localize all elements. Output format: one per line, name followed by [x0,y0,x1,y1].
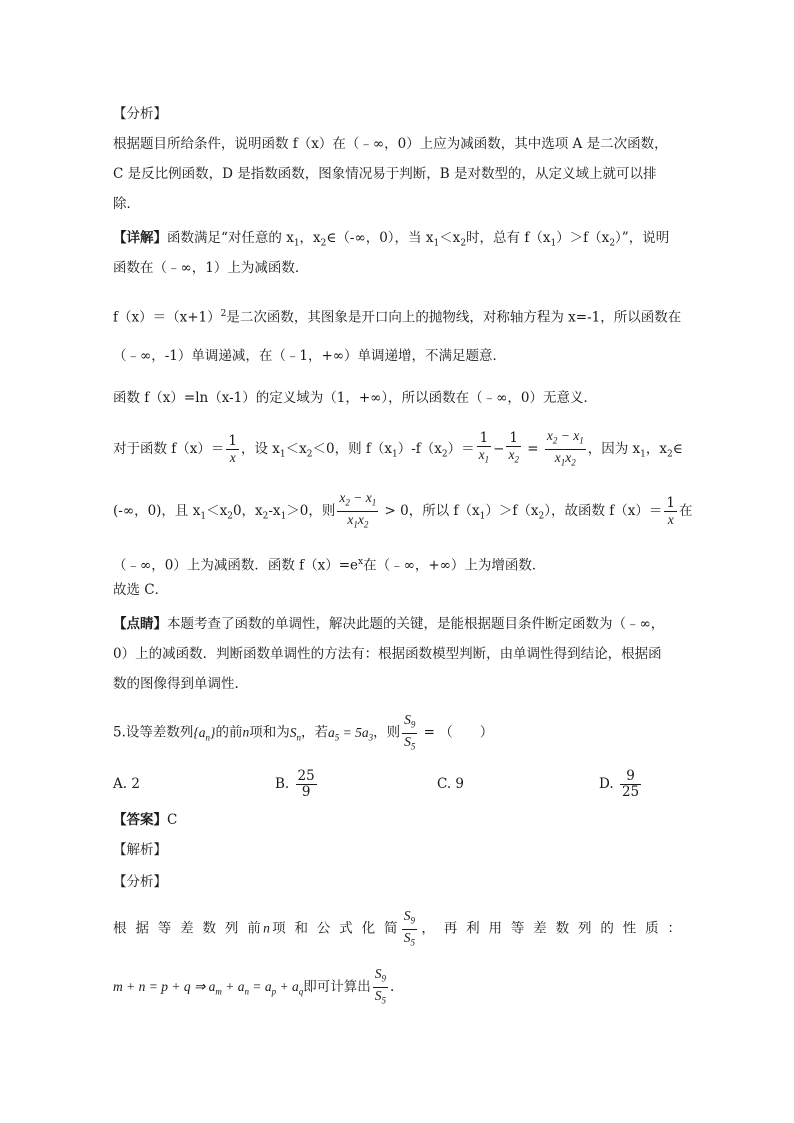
comment-line-1: 【点睛】本题考查了函数的单调性，解决此题的关键，是能根据题目条件断定函数为（﹣∞， [113,616,665,632]
comment-line-2: 0）上的减函数．判断函数单调性的方法有：根据函数模型判断，由单调性得到结论，根据函 [113,646,662,662]
analysis-line-1: 根据题目所给条件，说明函数 f（x）在（﹣∞，0）上应为减函数，其中选项 A 是二次函数， [113,136,668,152]
detail-line-5: 函数 f（x）=ln（x-1）的定义域为（1，+∞），所以函数在（﹣∞，0）无意义． [113,390,597,406]
jiexi-heading: 【解析】 [113,842,167,858]
analysis-heading: 【分析】 [113,106,167,122]
conclusion: 故选 C． [113,582,169,598]
analysis2-heading: 【分析】 [113,874,167,890]
option-a: A. 2 [113,776,140,792]
fraction-diff-over-product: $\frac{x_2 - x_1}{x_1x_2}$ [546,428,584,468]
question-5: 5.设等差数列$\{a_n\}$的前n项和为$S_n$，若$a_5 = 5a_3$，则 $\frac{S_9}{S_5}$ = （ ） [113,712,493,757]
option-b: B. $\frac{25}{9}$ [275,768,315,800]
detail-line-2: 函数在（﹣∞，1）上为减函数． [113,260,309,276]
fraction-1-over-x-2: $\frac{1}{x}$ [666,495,675,527]
detail-line-3: $f(x)=(x+1)^2$是二次函数，其图象是开口向上的抛物线，对称轴方程为 x=-1，所以函数在 [113,309,682,326]
analysis-line-2: C 是反比例函数，D 是指数函数，图象情况易于判断，B 是对数型的，从定义域上就可以排 [113,166,657,182]
fraction-s9-over-s5: $\frac{S_9}{S_5}$ [404,712,416,752]
fraction-1-over-x2: $\frac{1}{x_2}$ [508,430,519,465]
detail-line-1: 【详解】函数满足“对任意的 $x_1$，$x_2\in(-\infty$，0），当 $x_1<x_2$时，总有 $f(x_1)>f(x_2)$”，说明 [113,230,670,249]
detail-line-8: （﹣∞，0）上为减函数．函数 $f(x)=e^x$在（﹣∞，+∞）上为增函数． [113,557,546,574]
detail-line-6: 对于函数 f（x）＝ $\frac{1}{x}$ ，设 $x_1<x_2<0$，则 $f(x_1)-f(x_2)=$ $\frac{1}{x_1}$ − $\frac{1}{x_2}$ = $\frac{x_2 - x_1}{x_1x_2}$ ，因为 $x_1$，$x_2\in$ [113,428,683,476]
option-d: D. $\frac{9}{25}$ [599,768,640,800]
detail-tag: 【详解】 [113,230,167,246]
analysis-line-3: 除． [113,196,140,212]
fraction-1-over-x1: $\frac{1}{x_1}$ [478,430,490,465]
comment-tag: 【点睛】 [113,616,167,632]
fraction-1-over-x: $\frac{1}{x}$ [228,433,237,465]
fraction-diff-positive: $\frac{x_2 - x_1}{x_1x_2}$ [339,490,377,530]
comment-line-3: 数的图像得到单调性. [113,676,239,692]
option-c: C. 9 [437,776,465,792]
detail-line-7: (-∞，0)，且 $x_1<x_20$，$x_2-x_1>0$，则 $\frac{x_2 - x_1}{x_1x_2}$ > 0，所以 $f(x_1)>f(x_2)$，故函数 f（x）＝ $\frac{1}{x}$ 在 [113,490,693,538]
answer-line: 【答案】C [113,812,178,828]
analysis2-line-1: 根 据 等 差 数 列 前n项 和 公 式 化 简 $\frac{S_9}{S_5}$ ， 再 利 用 等 差 数 列 的 性 质 ： [113,908,681,948]
analysis2-line-2: m + n = p + q ⇒ $a_m + a_n = a_p + a_q$即可计算出 $\frac{S_9}{S_5}$ . [113,966,395,1006]
detail-line-4: （﹣∞，-1）单调递减，在（﹣1，+∞）单调递增，不满足题意． [113,348,507,364]
